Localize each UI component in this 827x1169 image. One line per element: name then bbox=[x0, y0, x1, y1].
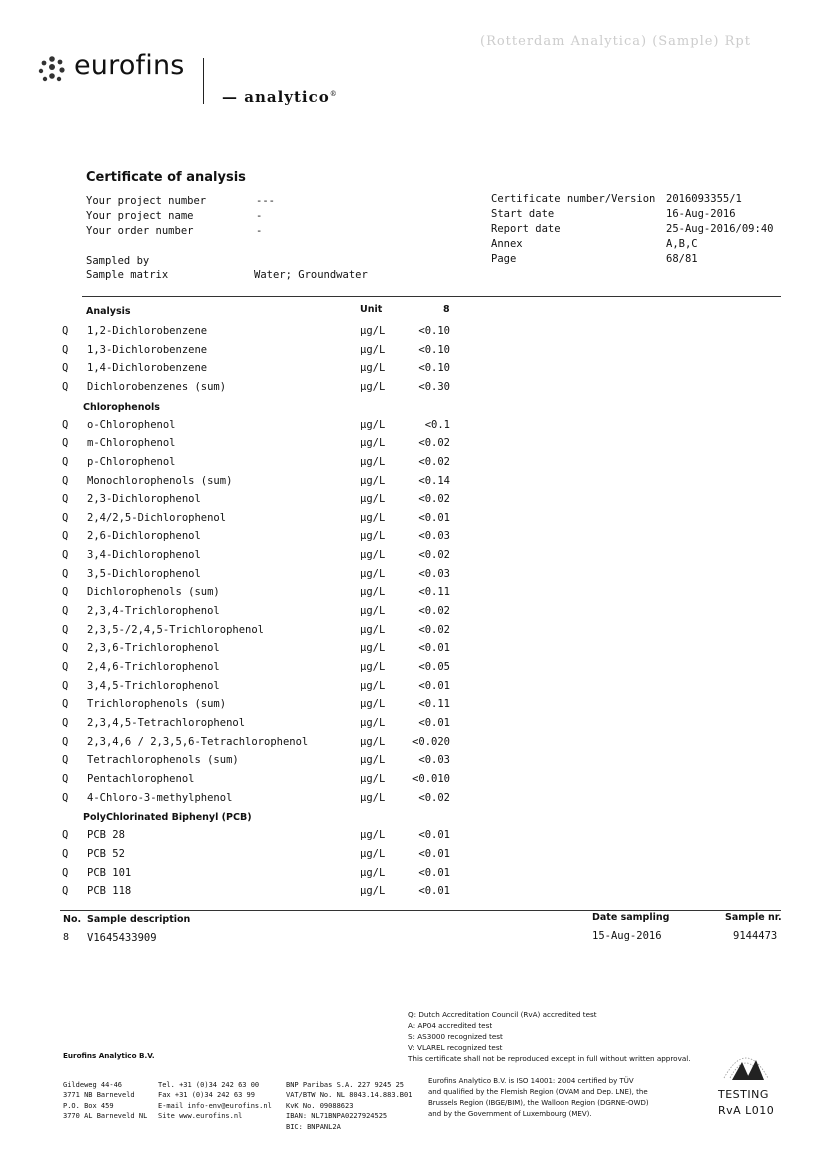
qualifier-flag: Q bbox=[62, 717, 69, 729]
company-bank: BNP Paribas S.A. 227 9245 25 VAT/BTW No. NL 8043.14.883.B01 KvK No. 09088623 IBAN: NL71BNPA0227924525 BIC: BNPANL2A bbox=[286, 1081, 413, 1131]
analysis-name: Dichlorophenols (sum) bbox=[87, 586, 220, 598]
unit-cell: µg/L bbox=[360, 661, 386, 673]
unit-cell: µg/L bbox=[360, 344, 386, 356]
value-cell: <0.01 bbox=[418, 642, 450, 654]
qualifier-flag: Q bbox=[62, 586, 69, 598]
value-cell: <0.02 bbox=[418, 493, 450, 505]
value-cell: <0.02 bbox=[418, 456, 450, 468]
table-row bbox=[0, 736, 827, 754]
company-address: Gildeweg 44-46 3771 NB Barneveld P.O. Box 459 3770 AL Barneveld NL bbox=[63, 1081, 148, 1121]
sample-description: V1645433909 bbox=[87, 932, 157, 944]
qualifier-flag: Q bbox=[62, 493, 69, 505]
unit-cell: µg/L bbox=[360, 867, 386, 879]
unit-cell: µg/L bbox=[360, 754, 386, 766]
certificate-title: Certificate of analysis bbox=[86, 170, 246, 185]
table-row bbox=[0, 885, 827, 903]
unit-cell: µg/L bbox=[360, 773, 386, 785]
qualifier-flag: Q bbox=[62, 437, 69, 449]
value-cell: <0.01 bbox=[418, 848, 450, 860]
unit-cell: µg/L bbox=[360, 680, 386, 692]
faded-stamp: (Rotterdam Analytica) (Sample) Rpt bbox=[480, 34, 751, 49]
sample-header-date: Date sampling bbox=[592, 912, 670, 923]
legend-line: V: VLAREL recognized test bbox=[408, 1043, 503, 1052]
table-row bbox=[0, 568, 827, 586]
analysis-name: 2,3,4,6 / 2,3,5,6-Tetrachlorophenol bbox=[87, 736, 309, 748]
value-cell: <0.01 bbox=[418, 717, 450, 729]
table-row bbox=[0, 437, 827, 455]
table-row bbox=[0, 475, 827, 493]
meta-label: Annex bbox=[491, 238, 523, 250]
qualifier-flag: Q bbox=[62, 680, 69, 692]
unit-cell: µg/L bbox=[360, 885, 386, 897]
value-cell: <0.01 bbox=[418, 680, 450, 692]
analysis-name: PCB 101 bbox=[87, 867, 132, 879]
table-row bbox=[0, 624, 827, 642]
sub-brand-text: — analytico bbox=[222, 88, 330, 106]
legend-line: Q: Dutch Accreditation Council (RvA) accredited test bbox=[408, 1010, 597, 1019]
value-cell: <0.11 bbox=[418, 586, 450, 598]
sample-no: 8 bbox=[63, 932, 70, 943]
qualifier-flag: Q bbox=[62, 512, 69, 524]
analysis-name: 2,6-Dichlorophenol bbox=[87, 530, 201, 542]
table-bottom-rule bbox=[60, 910, 781, 911]
unit-cell: µg/L bbox=[360, 530, 386, 542]
analysis-name: 1,2-Dichlorobenzene bbox=[87, 325, 208, 337]
qualifier-flag: Q bbox=[62, 456, 69, 468]
meta-value: 16-Aug-2016 bbox=[666, 208, 736, 220]
value-cell: <0.02 bbox=[418, 437, 450, 449]
analysis-name: 1,3-Dichlorobenzene bbox=[87, 344, 208, 356]
analysis-name: 3,4,5-Trichlorophenol bbox=[87, 680, 220, 692]
value-cell: <0.05 bbox=[418, 661, 450, 673]
qualifier-flag: Q bbox=[62, 605, 69, 617]
table-row bbox=[0, 792, 827, 810]
meta-label: Your order number bbox=[86, 225, 194, 237]
table-row bbox=[0, 325, 827, 343]
unit-cell: µg/L bbox=[360, 549, 386, 561]
unit-cell: µg/L bbox=[360, 736, 386, 748]
value-cell: <0.02 bbox=[418, 792, 450, 804]
unit-cell: µg/L bbox=[360, 381, 386, 393]
table-row bbox=[0, 512, 827, 530]
qualifier-flag: Q bbox=[62, 475, 69, 487]
unit-cell: µg/L bbox=[360, 624, 386, 636]
qualifier-flag: Q bbox=[62, 754, 69, 766]
meta-label: Start date bbox=[491, 208, 555, 220]
unit-cell: µg/L bbox=[360, 419, 386, 431]
value-cell: <0.01 bbox=[418, 885, 450, 897]
unit-cell: µg/L bbox=[360, 642, 386, 654]
table-row bbox=[0, 362, 827, 380]
table-row bbox=[0, 456, 827, 474]
table-row bbox=[0, 586, 827, 604]
meta-label: Certificate number/Version bbox=[491, 193, 656, 205]
table-row bbox=[0, 680, 827, 698]
value-cell: <0.10 bbox=[418, 362, 450, 374]
value-cell: <0.14 bbox=[418, 475, 450, 487]
value-cell: <0.010 bbox=[412, 773, 450, 785]
analysis-name: 4-Chloro-3-methylphenol bbox=[87, 792, 233, 804]
analysis-name: Pentachlorophenol bbox=[87, 773, 195, 785]
analysis-name: 2,4,6-Trichlorophenol bbox=[87, 661, 220, 673]
rva-testing-badge bbox=[708, 1044, 788, 1124]
unit-cell: µg/L bbox=[360, 456, 386, 468]
table-row bbox=[0, 493, 827, 511]
meta-value: A,B,C bbox=[666, 238, 698, 250]
meta-label: Sample matrix bbox=[86, 269, 169, 281]
qualifier-flag: Q bbox=[62, 829, 69, 841]
value-cell: <0.10 bbox=[418, 344, 450, 356]
legend-line: This certificate shall not be reproduced except in full without written approval. bbox=[408, 1054, 691, 1063]
unit-cell: µg/L bbox=[360, 362, 386, 374]
eurofins-logo-icon bbox=[36, 54, 68, 84]
qualifier-flag: Q bbox=[62, 549, 69, 561]
sample-header-description: Sample description bbox=[87, 914, 191, 925]
unit-cell: µg/L bbox=[360, 512, 386, 524]
qualifier-flag: Q bbox=[62, 848, 69, 860]
analysis-name: 2,3,4,5-Tetrachlorophenol bbox=[87, 717, 246, 729]
unit-cell: µg/L bbox=[360, 792, 386, 804]
qualifier-flag: Q bbox=[62, 381, 69, 393]
analysis-name: 2,3,6-Trichlorophenol bbox=[87, 642, 220, 654]
qualifier-flag: Q bbox=[62, 792, 69, 804]
section-title: PolyChlorinated Biphenyl (PCB) bbox=[83, 812, 252, 823]
badge-line2: RvA L010 bbox=[718, 1104, 775, 1117]
qualifier-flag: Q bbox=[62, 698, 69, 710]
qualifier-flag: Q bbox=[62, 736, 69, 748]
unit-cell: µg/L bbox=[360, 568, 386, 580]
unit-cell: µg/L bbox=[360, 829, 386, 841]
unit-cell: µg/L bbox=[360, 475, 386, 487]
meta-value: 2016093355/1 bbox=[666, 193, 742, 205]
qualifier-flag: Q bbox=[62, 867, 69, 879]
unit-cell: µg/L bbox=[360, 586, 386, 598]
accreditation-legend bbox=[408, 1009, 691, 1064]
meta-value: --- bbox=[256, 195, 275, 207]
table-row bbox=[0, 642, 827, 660]
value-cell: <0.10 bbox=[418, 325, 450, 337]
table-row bbox=[0, 754, 827, 772]
table-row bbox=[0, 549, 827, 567]
table-row bbox=[0, 419, 827, 437]
meta-label: Your project number bbox=[86, 195, 207, 207]
table-row bbox=[0, 381, 827, 399]
analysis-name: o-Chlorophenol bbox=[87, 419, 176, 431]
analysis-name: Trichlorophenols (sum) bbox=[87, 698, 227, 710]
analysis-name: 2,4/2,5-Dichlorophenol bbox=[87, 512, 227, 524]
table-top-rule bbox=[82, 296, 781, 297]
registered-mark: ® bbox=[329, 90, 338, 98]
analysis-name: 3,4-Dichlorophenol bbox=[87, 549, 201, 561]
table-row bbox=[0, 698, 827, 716]
section-title: Chlorophenols bbox=[83, 402, 160, 413]
value-cell: <0.03 bbox=[418, 754, 450, 766]
value-cell: <0.020 bbox=[412, 736, 450, 748]
meta-value: Water; Groundwater bbox=[254, 269, 368, 281]
legend-line: S: AS3000 recognized test bbox=[408, 1032, 503, 1041]
sample-header-no: No. bbox=[63, 914, 82, 925]
analysis-name: 1,4-Dichlorobenzene bbox=[87, 362, 208, 374]
qualifier-flag: Q bbox=[62, 661, 69, 673]
value-cell: <0.1 bbox=[424, 419, 450, 431]
analysis-name: PCB 52 bbox=[87, 848, 125, 860]
sample-date: 15-Aug-2016 bbox=[592, 930, 662, 942]
unit-cell: µg/L bbox=[360, 605, 386, 617]
table-row bbox=[0, 605, 827, 623]
meta-value: 68/81 bbox=[666, 253, 698, 265]
rva-logo-icon bbox=[716, 1044, 776, 1084]
meta-value: 25-Aug-2016/09:40 bbox=[666, 223, 774, 235]
badge-line1: TESTING bbox=[718, 1088, 769, 1101]
legend-line: A: AP04 accredited test bbox=[408, 1021, 493, 1030]
value-cell: <0.30 bbox=[418, 381, 450, 393]
table-row bbox=[0, 661, 827, 679]
analysis-name: PCB 118 bbox=[87, 885, 132, 897]
analysis-name: PCB 28 bbox=[87, 829, 125, 841]
analysis-name: m-Chlorophenol bbox=[87, 437, 176, 449]
brand-name: eurofins bbox=[74, 50, 185, 81]
table-row bbox=[0, 717, 827, 735]
header-unit: Unit bbox=[360, 304, 383, 315]
unit-cell: µg/L bbox=[360, 848, 386, 860]
table-row bbox=[0, 867, 827, 885]
value-cell: <0.01 bbox=[418, 829, 450, 841]
analysis-name: 2,3,5-/2,4,5-Trichlorophenol bbox=[87, 624, 265, 636]
unit-cell: µg/L bbox=[360, 493, 386, 505]
meta-label: Your project name bbox=[86, 210, 194, 222]
qualifier-flag: Q bbox=[62, 362, 69, 374]
table-row bbox=[0, 848, 827, 866]
qualifier-flag: Q bbox=[62, 344, 69, 356]
value-cell: <0.02 bbox=[418, 605, 450, 617]
qualifier-flag: Q bbox=[62, 642, 69, 654]
meta-label: Report date bbox=[491, 223, 561, 235]
value-cell: <0.01 bbox=[418, 512, 450, 524]
company-certification: Eurofins Analytico B.V. is ISO 14001: 2004 certified by TÜV and qualified by the Flemish Region (OVAM and Dep. LNE), the Brussels Region (IBGE/BIM), the Walloon Region (DGRNE-OWD) and by the Government of Luxembourg (MEV). bbox=[428, 1077, 649, 1118]
unit-cell: µg/L bbox=[360, 717, 386, 729]
meta-value: - bbox=[256, 210, 263, 222]
value-cell: <0.11 bbox=[418, 698, 450, 710]
analysis-name: 2,3,4-Trichlorophenol bbox=[87, 605, 220, 617]
table-row bbox=[0, 773, 827, 791]
analysis-name: Monochlorophenols (sum) bbox=[87, 475, 233, 487]
qualifier-flag: Q bbox=[62, 419, 69, 431]
table-row bbox=[0, 344, 827, 362]
value-cell: <0.03 bbox=[418, 568, 450, 580]
qualifier-flag: Q bbox=[62, 530, 69, 542]
analysis-name: Tetrachlorophenols (sum) bbox=[87, 754, 239, 766]
analysis-name: Dichlorobenzenes (sum) bbox=[87, 381, 227, 393]
meta-label: Page bbox=[491, 253, 517, 265]
company-contact: Tel. +31 (0)34 242 63 00 Fax +31 (0)34 242 63 99 E-mail info-env@eurofins.nl Site www.eurofins.nl bbox=[158, 1081, 272, 1121]
unit-cell: µg/L bbox=[360, 325, 386, 337]
header-sample-col: 8 bbox=[443, 304, 450, 315]
value-cell: <0.01 bbox=[418, 867, 450, 879]
table-row bbox=[0, 829, 827, 847]
value-cell: <0.02 bbox=[418, 624, 450, 636]
sample-nr: 9144473 bbox=[733, 930, 778, 942]
qualifier-flag: Q bbox=[62, 568, 69, 580]
sample-header-nr: Sample nr. bbox=[725, 912, 782, 923]
meta-label: Sampled by bbox=[86, 255, 150, 267]
qualifier-flag: Q bbox=[62, 773, 69, 785]
qualifier-flag: Q bbox=[62, 624, 69, 636]
value-cell: <0.03 bbox=[418, 530, 450, 542]
company-name: Eurofins Analytico B.V. bbox=[63, 1051, 155, 1060]
unit-cell: µg/L bbox=[360, 437, 386, 449]
analysis-name: 3,5-Dichlorophenol bbox=[87, 568, 201, 580]
table-row bbox=[0, 530, 827, 548]
header-analysis: Analysis bbox=[86, 306, 131, 317]
brand-divider bbox=[203, 58, 204, 104]
meta-value: - bbox=[256, 225, 263, 237]
analysis-name: 2,3-Dichlorophenol bbox=[87, 493, 201, 505]
analysis-name: p-Chlorophenol bbox=[87, 456, 176, 468]
unit-cell: µg/L bbox=[360, 698, 386, 710]
qualifier-flag: Q bbox=[62, 325, 69, 337]
value-cell: <0.02 bbox=[418, 549, 450, 561]
qualifier-flag: Q bbox=[62, 885, 69, 897]
sub-brand bbox=[222, 88, 338, 106]
